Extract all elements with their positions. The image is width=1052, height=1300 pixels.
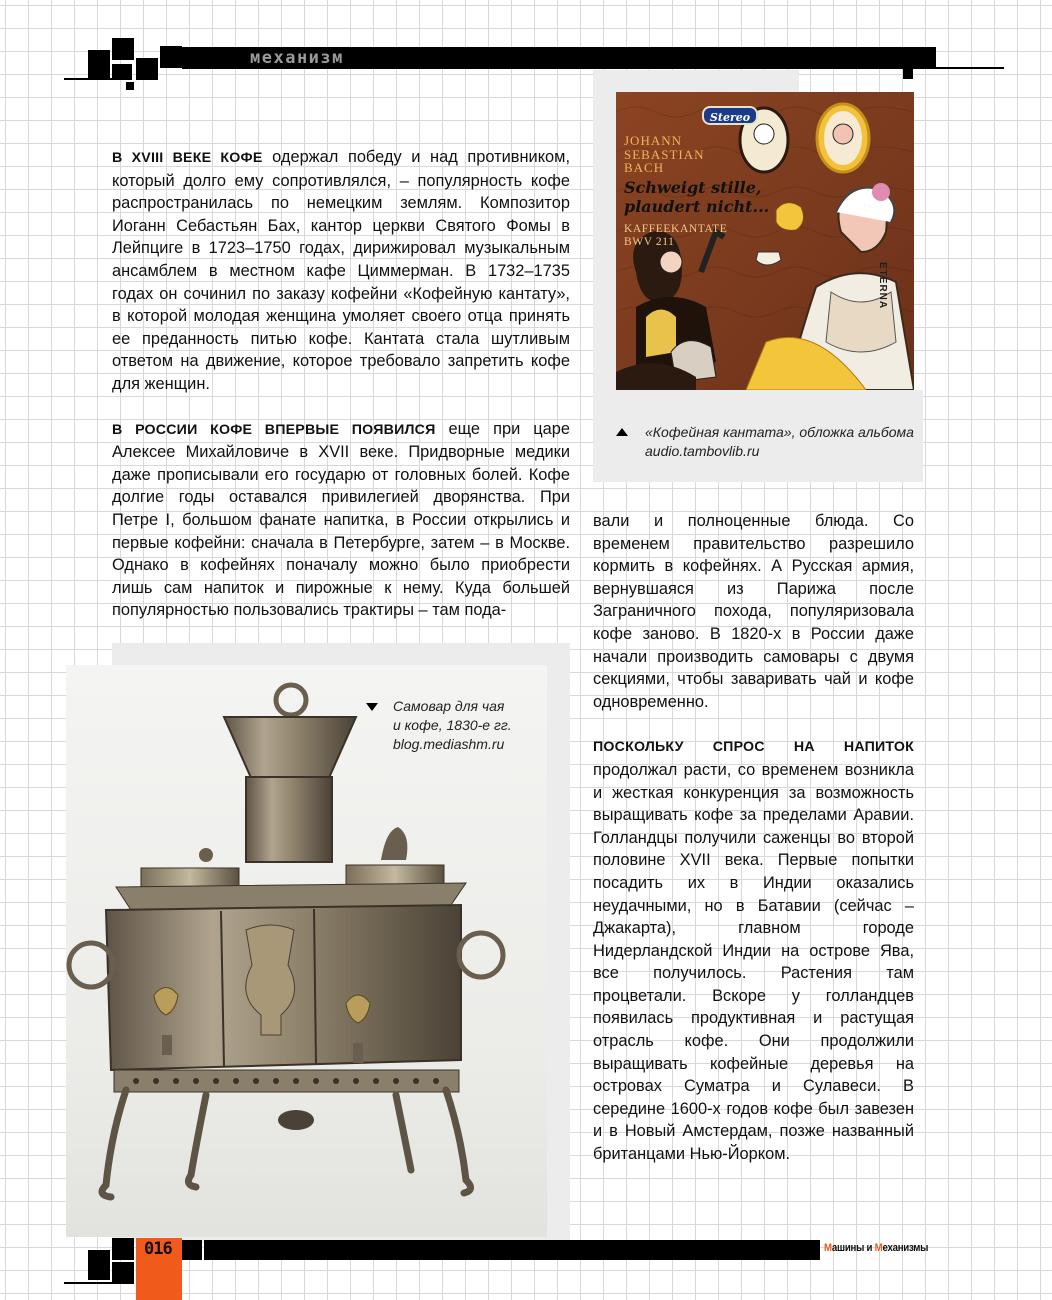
stereo-badge: Stereo — [702, 106, 758, 125]
paragraph-samovar-era: вали и полноценные блюда. Со временем правительство разрешило кормить в кофейнях. А Русская армия, вернувшаяся из Парижа после Заграничного похода, популяризовала кофе заново. В 1820-х в России даже начали производить самовары с двумя секциями, чтобы заваривать чай и кофе одновременно. — [593, 512, 914, 711]
album-caption: «Кофейная кантата», обложка альбома audio.tambovlib.ru — [616, 423, 926, 461]
header-bar — [182, 47, 912, 69]
album-title: Schweigt stille, plaudert nicht... — [624, 178, 770, 216]
left-column — [112, 146, 570, 622]
paragraph-russia: В РОССИИ КОФЕ ВПЕРВЫЕ ПОЯВИЛСЯ еще при царе Алексее Михайловиче в XVII веке. Придворные медики даже прописывали его государю от головных болей. Кофе долгие годы оставался привилегией дворянства. При Петре I, большом фанате напитка, в России открылись и первые кофейни: сначала в Петербурге, затем – в Москве. Однако в кофейнях поначалу можно было приобрести лишь сам напиток и пирожные к нему. Куда большей популярностью пользовались трактиры – там пода- — [112, 419, 570, 620]
footer-bar — [204, 1240, 820, 1260]
album-composer: JOHANN SEBASTIAN BACH — [624, 133, 705, 175]
triangle-up-icon — [616, 428, 628, 436]
paragraph-dutch: ПОСКОЛЬКУ СПРОС НА НАПИТОК продолжал расти, со временем возникла и жесткая конкуренция за возможность выращивать кофе за пределами Аравии. Голландцы получили саженцы во второй половине XVII века. Первые попытки посадить их в Индии оказались неудачными, но в Батавии (сейчас – Джакарта), главном городе Нидерландской Индии на острове Ява, все получилось. Растения там процветали. Вскоре у голландцев появилась продуктивная и растущая отрасль кофе. Они продолжили выращивать кофейные деревья на островах Суматра и Сулавеси. В середине 1600-х годов кофе был завезен и в Новый Амстердам, позже названный британцами Нью-Йорком. — [593, 739, 914, 1164]
eterna-label: ETERNA — [877, 262, 888, 310]
page-number-tab — [136, 1238, 182, 1300]
magazine-brand: Машины и Механизмы — [824, 1242, 929, 1254]
paragraph-bach: В XVIII ВЕКЕ КОФЕ одержал победу и над противником, который долго ему сопротивлялся, – популярность кофе распространилась по немецким землям. Композитор Иоганн Себастьян Бах, кантор церкви Святого Фомы в Лейпциге в 1723–1750 годах, дирижировал музыкальным ансамблем в местном кафе Циммерман. В 1732–1735 годах он сочинил по заказу кофейни «Кофейную кантату», в которой молодая женщина умоляет своего отца принять ее преданность питью кофе. Кантата стала шутливым ответом на движение, которое требовало запретить кофе для женщин. — [112, 148, 570, 393]
right-column — [593, 510, 914, 1166]
samovar-caption: Самовар для чая и кофе, 1830-е гг. blog.mediashm.ru — [366, 697, 546, 754]
section-title: механизм — [250, 48, 344, 68]
album-cover-image — [616, 92, 914, 390]
album-subtitle: KAFFEEKANTATE BWV 211 — [624, 223, 728, 248]
page-number: 016 — [144, 1239, 172, 1259]
triangle-down-icon — [366, 703, 378, 711]
